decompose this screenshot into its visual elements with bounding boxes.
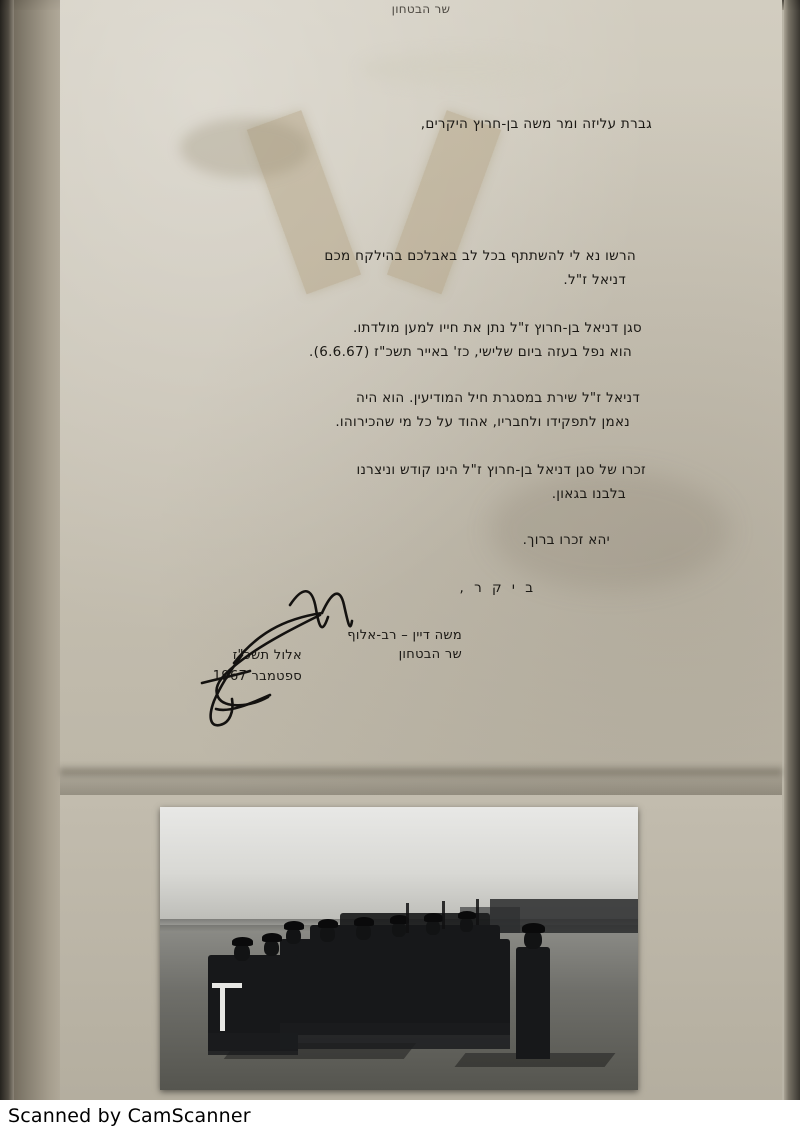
- scan-edge-left-inner: [14, 0, 64, 1100]
- inspecting-officer-beret: [522, 923, 545, 933]
- letterhead-title: שר הבטחון: [391, 2, 451, 16]
- soldier-beret: [318, 919, 338, 928]
- closing-phrase: ב י ק ר ,: [459, 580, 536, 596]
- soldier-beret: [424, 913, 443, 922]
- rifle-silhouette: [476, 899, 479, 925]
- soldier-head: [460, 917, 473, 932]
- paragraph-3-line-2: נאמן לתפקידו ולחבריו, אהוד על כל מי שהכירוהו.: [335, 414, 630, 430]
- letter-paper: [60, 0, 782, 800]
- rifle-silhouette: [406, 903, 409, 933]
- soldier-beret: [232, 937, 253, 946]
- paragraph-3-line-1: דניאל ז"ל שירת במסגרת חיל המודיעין. הוא היה: [355, 390, 640, 406]
- paragraph-4-line-2: בלבנו בגאון.: [551, 486, 626, 502]
- soldier-beret: [354, 917, 374, 926]
- marching-legs-left: [208, 1033, 298, 1055]
- officer-white-strap: [220, 987, 225, 1031]
- photo-mount: [60, 795, 782, 1100]
- date-hebrew: אלול תשכ"ז: [232, 648, 302, 663]
- paragraph-4-line-1: זכרו של סגן דניאל בן-חרוץ ז"ל הינו קודש וניצרנו: [356, 462, 646, 478]
- signature-block: [347, 628, 462, 662]
- rifle-silhouette: [442, 901, 445, 929]
- marching-legs: [280, 1023, 510, 1049]
- date-gregorian: ספטמבר 1967: [212, 669, 302, 684]
- letter-body: [60, 0, 782, 800]
- paragraph-1-line-1: הרשו נא לי להשתתף בכל לב באבלכם בהילקח מכם: [324, 248, 636, 264]
- officer-white-belt: [212, 983, 242, 988]
- signer-name: משה דיין – רב-אלוף: [347, 628, 462, 643]
- paragraph-5: יהא זכרו ברוך.: [522, 532, 610, 548]
- paragraph-2-line-1: סגן דניאל בן-חרוץ ז"ל נתן את חייו למען מולדתו.: [352, 320, 642, 336]
- date-block: [213, 648, 302, 684]
- paragraph-2-line-2: הוא נפל בעזה ביום שלישי, כז' באייר תשכ"ז (6.6.67).: [309, 344, 632, 360]
- soldier-beret: [284, 921, 304, 930]
- scan-edge-right: [784, 0, 800, 1100]
- camscanner-watermark: [0, 1100, 800, 1132]
- parade-photograph: [160, 807, 638, 1090]
- scan-edge-left: [0, 0, 14, 1100]
- paragraph-1-line-2: דניאל ז"ל.: [563, 272, 626, 288]
- paper-fold-line: [60, 768, 782, 776]
- troop-rank-front: [280, 939, 510, 1035]
- soldier-beret: [458, 911, 476, 919]
- inspecting-officer: [516, 947, 550, 1059]
- signer-title: שר הבטחון: [398, 647, 462, 662]
- soldier-beret: [262, 933, 282, 942]
- salutation: גברת עליזה ומר משה בן-חרוץ היקרים,: [420, 116, 652, 132]
- camscanner-watermark-text: Scanned by CamScanner: [8, 1105, 251, 1127]
